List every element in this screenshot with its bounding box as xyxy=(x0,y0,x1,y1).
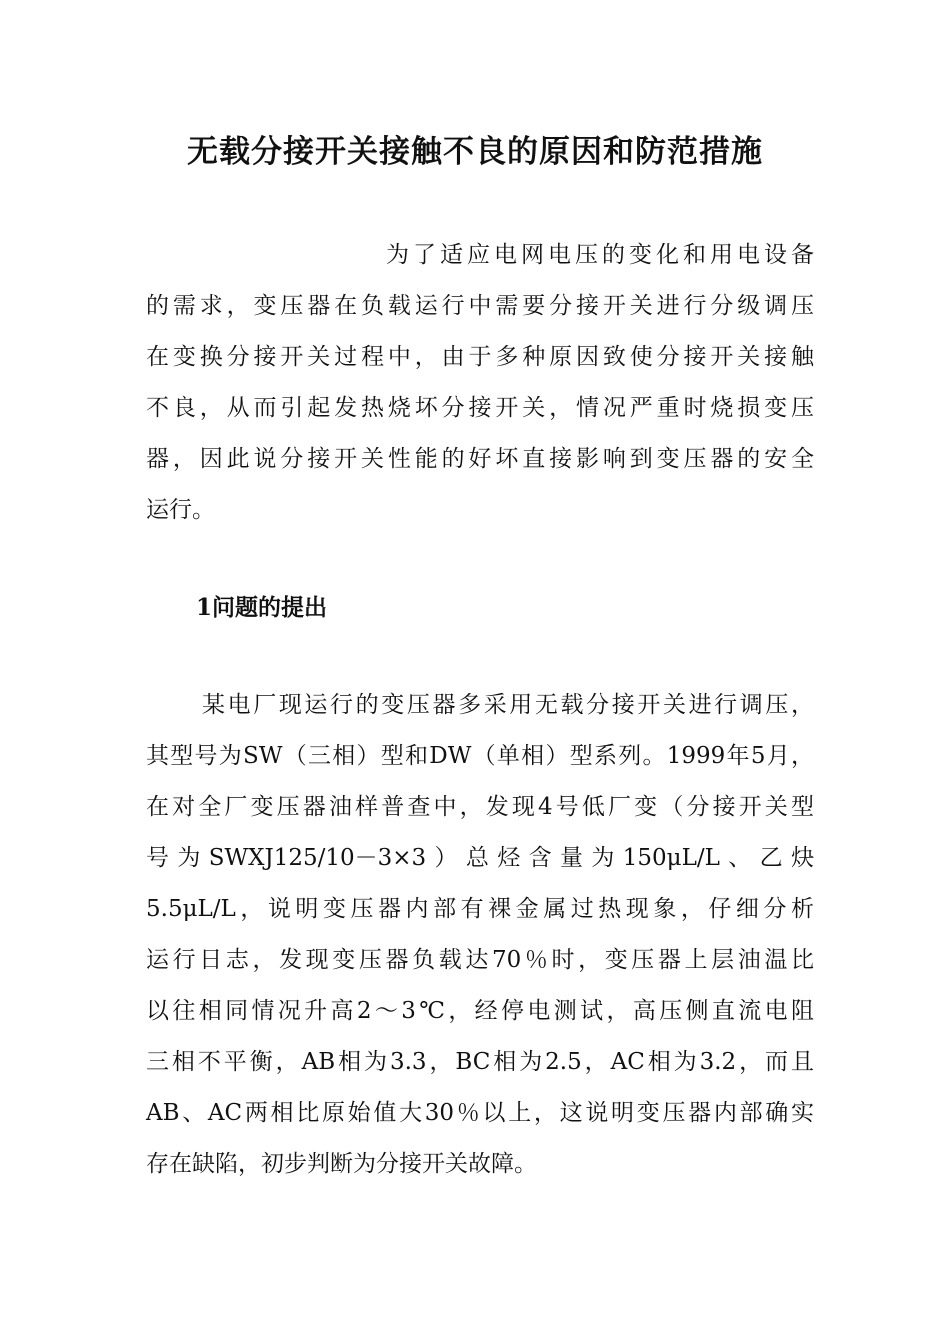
paragraph-line: 在对全厂变压器油样普查中，发现4号低厂变（分接开关型 xyxy=(146,794,814,820)
paragraph-line: 存在缺陷，初步判断为分接开关故障。 xyxy=(146,1151,537,1177)
paragraph-line: 器，因此说分接开关性能的好坏直接影响到变压器的安全 xyxy=(146,446,814,472)
paragraph-line: 三相不平衡，AB相为3.3，BC相为2.5，AC相为3.2，而且 xyxy=(146,1049,814,1075)
document-title: 无载分接开关接触不良的原因和防范措施 xyxy=(187,134,763,170)
paragraph-line: 在变换分接开关过程中，由于多种原因致使分接开关接触 xyxy=(146,344,814,370)
paragraph-line: 号为SWXJ125/10－3×3）总烃含量为150μL/L、乙炔 xyxy=(146,845,814,871)
paragraph-line: 为了适应电网电压的变化和用电设备 xyxy=(386,242,814,268)
paragraph-line: 不良，从而引起发热烧坏分接开关，情况严重时烧损变压 xyxy=(146,395,814,421)
body-paragraph xyxy=(146,680,814,1190)
paragraph-line: 的需求，变压器在负载运行中需要分接开关进行分级调压 xyxy=(146,293,814,319)
paragraph-line: 5.5μL/L，说明变压器内部有裸金属过热现象，仔细分析 xyxy=(146,896,814,922)
intro-paragraph xyxy=(146,230,814,536)
paragraph-line: AB、AC两相比原始值大30％以上，这说明变压器内部确实 xyxy=(146,1100,814,1126)
paragraph-line: 某电厂现运行的变压器多采用无载分接开关进行调压， xyxy=(202,692,814,718)
section-heading: 1问题的提出 xyxy=(196,594,328,621)
paragraph-line: 运行。 xyxy=(146,497,215,523)
paragraph-line: 运行日志，发现变压器负载达70％时，变压器上层油温比 xyxy=(146,947,814,973)
paragraph-line: 以往相同情况升高2～3℃，经停电测试，高压侧直流电阻 xyxy=(146,998,814,1024)
paragraph-line: 其型号为SW（三相）型和DW（单相）型系列。1999年5月， xyxy=(146,743,814,769)
